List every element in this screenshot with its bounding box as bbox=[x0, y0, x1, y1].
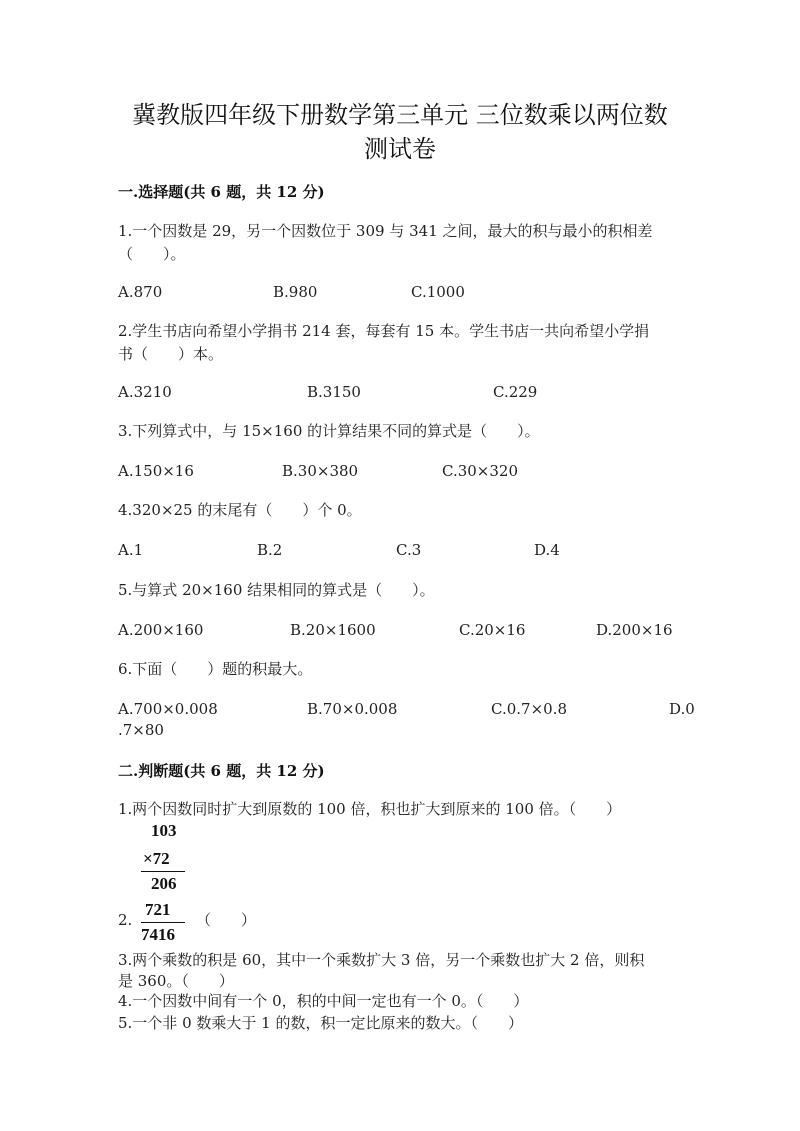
question-1-line-1: 1.一个因数是 29，另一个因数位于 309 与 341 之间，最大的积与最小的积相差 bbox=[118, 222, 653, 240]
section-heading-judgement: 二.判断题(共 6 题，共 12 分) bbox=[118, 762, 325, 780]
question-1-option-c[interactable]: C.1000 bbox=[411, 283, 465, 301]
question-2-line-2: 书（ ）本。 bbox=[118, 345, 224, 363]
question-1-line-2: （ ）。 bbox=[118, 245, 186, 263]
question-2-option-c[interactable]: C.229 bbox=[493, 383, 538, 401]
judgement-1: 1.两个因数同时扩大到原数的 100 倍，积也扩大到原来的 100 倍。（ ） bbox=[118, 800, 622, 818]
question-1-option-a[interactable]: A.870 bbox=[118, 283, 163, 301]
question-6-option-a[interactable]: A.700×0.008 bbox=[118, 700, 218, 718]
judgement-2-number: 2. bbox=[118, 911, 133, 929]
question-1-option-b[interactable]: B.980 bbox=[273, 283, 318, 301]
question-6-option-c[interactable]: C.0.7×0.8 bbox=[491, 700, 567, 718]
question-6-option-d-wrap: .7×80 bbox=[118, 721, 164, 739]
question-6-option-d[interactable]: D.0 bbox=[669, 700, 695, 718]
calc-rule-1 bbox=[141, 871, 185, 872]
question-6-option-b[interactable]: B.70×0.008 bbox=[307, 700, 398, 718]
question-4-option-c[interactable]: C.3 bbox=[396, 541, 422, 559]
question-4-option-b[interactable]: B.2 bbox=[257, 541, 283, 559]
judgement-3-line-2: 是 360。（ ） bbox=[118, 972, 234, 990]
calc-partial-product-1: 206 bbox=[151, 874, 177, 893]
question-5-option-a[interactable]: A.200×160 bbox=[118, 621, 204, 639]
title-line-2: 测试卷 bbox=[364, 135, 436, 163]
question-3-option-b[interactable]: B.30×380 bbox=[282, 462, 359, 480]
question-2-option-a[interactable]: A.3210 bbox=[118, 383, 172, 401]
calc-partial-product-2: 721 bbox=[145, 900, 171, 919]
question-4-option-a[interactable]: A.1 bbox=[118, 541, 144, 559]
calc-multiplier: ×72 bbox=[143, 849, 170, 868]
question-3-option-a[interactable]: A.150×16 bbox=[118, 462, 194, 480]
judgement-2-paren: （ ） bbox=[196, 911, 257, 929]
question-6-line-1: 6.下面（ ）题的积最大。 bbox=[118, 660, 313, 678]
question-2-option-b[interactable]: B.3150 bbox=[307, 383, 361, 401]
question-5-option-c[interactable]: C.20×16 bbox=[459, 621, 526, 639]
question-3-option-c[interactable]: C.30×320 bbox=[442, 462, 518, 480]
judgement-3-line-1: 3.两个乘数的积是 60，其中一个乘数扩大 3 倍，另一个乘数也扩大 2 倍，则积 bbox=[118, 951, 645, 969]
question-4-line-1: 4.320×25 的末尾有（ ）个 0。 bbox=[118, 501, 362, 519]
calc-multiplicand: 103 bbox=[151, 821, 177, 840]
calc-rule-2 bbox=[141, 922, 185, 923]
question-4-option-d[interactable]: D.4 bbox=[534, 541, 560, 559]
judgement-5: 5.一个非 0 数乘大于 1 的数，积一定比原来的数大。（ ） bbox=[118, 1014, 523, 1032]
question-3-line-1: 3.下列算式中，与 15×160 的计算结果不同的算式是（ ）。 bbox=[118, 422, 540, 440]
section-heading-choice: 一.选择题(共 6 题，共 12 分) bbox=[118, 183, 325, 201]
question-2-line-1: 2.学生书店向希望小学捐书 214 套，每套有 15 本。学生书店一共向希望小学捐 bbox=[118, 322, 650, 340]
judgement-4: 4.一个因数中间有一个 0，积的中间一定也有一个 0。（ ） bbox=[118, 992, 529, 1010]
title-line-1: 冀教版四年级下册数学第三单元 三位数乘以两位数 bbox=[132, 101, 668, 129]
question-5-option-d[interactable]: D.200×16 bbox=[596, 621, 673, 639]
question-5-option-b[interactable]: B.20×1600 bbox=[290, 621, 376, 639]
question-5-line-1: 5.与算式 20×160 结果相同的算式是（ ）。 bbox=[118, 581, 435, 599]
calc-product: 7416 bbox=[141, 925, 175, 944]
